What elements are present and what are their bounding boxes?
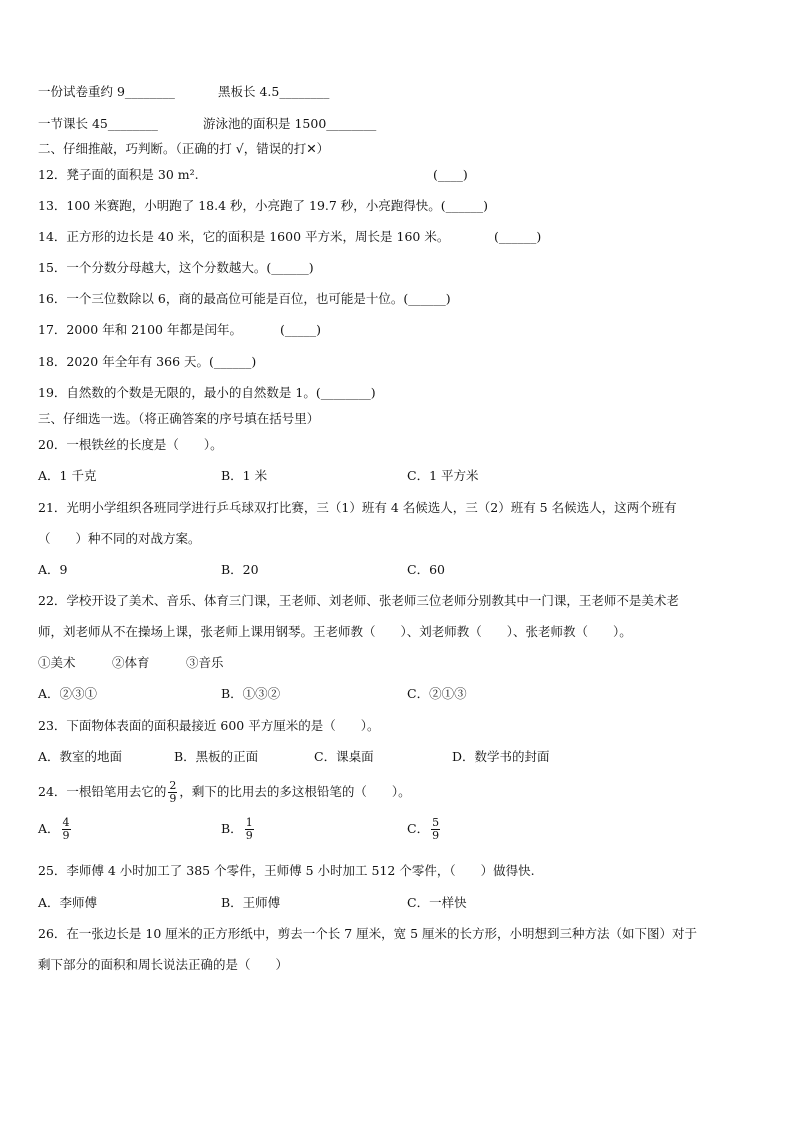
question-23: 23．下面物体表面的面积最接近 600 平方厘米的是（ ）。 <box>38 718 380 733</box>
fraction-denominator: 9 <box>432 829 440 842</box>
question-23-option-c: C．课桌面 <box>314 749 374 764</box>
question-24-text-end: ，剩下的比用去的多这根铅笔的（ ）。 <box>179 784 411 799</box>
question-20-option-a: A．1 千克 <box>38 468 97 483</box>
question-23-option-b: B．黑板的正面 <box>174 749 259 764</box>
question-21-option-c: C．60 <box>407 562 445 577</box>
fill-blank-class-length: 一节课长 45________ <box>38 116 158 131</box>
fill-blank-pool-area: 游泳池的面积是 1500________ <box>203 116 377 131</box>
question-12-answer-bracket: (____) <box>433 167 468 182</box>
question-13: 13．100 米赛跑，小明跑了 18.4 秒，小亮跑了 19.7 秒，小亮跑得快。(______) <box>38 198 489 213</box>
question-21-option-b: B．20 <box>221 562 259 577</box>
option-label: B． <box>221 821 243 836</box>
fill-blank-blackboard-length: 黑板长 4.5________ <box>218 84 330 99</box>
question-21-option-a: A．9 <box>38 562 68 577</box>
fraction-two-ninths <box>168 780 177 805</box>
question-22: 22．学校开设了美术、音乐、体育三门课，王老师、刘老师、张老师三位老师分别教其中一门课，王老师不是美术老 <box>38 593 679 608</box>
fill-blank-paper-weight: 一份试卷重约 9________ <box>38 84 175 99</box>
question-25: 25．李师傅 4 小时加工了 385 个零件，王师傅 5 小时加工 512 个零件，（ ）做得快. <box>38 863 535 878</box>
question-24 <box>38 779 411 805</box>
question-19: 19．自然数的个数是无限的，最小的自然数是 1。(________) <box>38 385 376 400</box>
question-18: 18．2020 年全年有 366 天。(______) <box>38 354 257 369</box>
fraction-numerator: 5 <box>432 816 440 829</box>
question-24-option-a <box>38 816 73 842</box>
question-14-answer-bracket: (______) <box>494 229 542 244</box>
question-16: 16．一个三位数除以 6，商的最高位可能是百位，也可能是十位。(______) <box>38 291 451 306</box>
question-23-option-a: A．教室的地面 <box>38 749 123 764</box>
question-12: 12．凳子面的面积是 30 m². <box>38 167 199 182</box>
fraction-denominator: 9 <box>62 829 70 842</box>
question-22-choice-3: ③音乐 <box>186 655 224 670</box>
fraction-one-ninth <box>245 817 254 842</box>
question-17: 17．2000 年和 2100 年都是闰年。 <box>38 322 242 337</box>
section-three-heading: 三、仔细选一选。（将正确答案的序号填在括号里） <box>38 411 320 426</box>
option-label: A． <box>38 821 60 836</box>
fraction-five-ninths <box>431 817 440 842</box>
question-20-option-b: B．1 米 <box>221 468 268 483</box>
section-two-heading: 二、仔细推敲，巧判断。（正确的打 √，错误的打✕） <box>38 141 330 156</box>
fraction-numerator: 2 <box>169 779 177 792</box>
question-26: 26．在一张边长是 10 厘米的正方形纸中，剪去一个长 7 厘米，宽 5 厘米的长方形，小明想到三种方法（如下图）对于 <box>38 926 698 941</box>
fraction-denominator: 9 <box>169 792 177 805</box>
question-22-option-b: B．①③② <box>221 686 281 701</box>
question-17-answer-bracket: (_____) <box>280 322 322 337</box>
question-23-option-d: D．数学书的封面 <box>452 749 550 764</box>
fraction-four-ninths <box>62 817 71 842</box>
question-21: 21．光明小学组织各班同学进行乒乓球双打比赛，三（1）班有 4 名候选人，三（2）班有 5 名候选人，这两个班有 <box>38 500 677 515</box>
question-25-option-c: C．一样快 <box>407 895 467 910</box>
question-21-continued: （ ）种不同的对战方案。 <box>38 531 201 546</box>
question-20: 20．一根铁丝的长度是（ ）。 <box>38 437 223 452</box>
question-24-text-start: 24．一根铅笔用去它的 <box>38 784 167 799</box>
question-22-choice-2: ②体育 <box>112 655 150 670</box>
question-22-continued: 师，刘老师从不在操场上课，张老师上课用钢琴。王老师教（ ）、刘老师教（ ）、张老师教（ ）。 <box>38 624 632 639</box>
question-22-choice-1: ①美术 <box>38 655 76 670</box>
option-label: C． <box>407 821 430 836</box>
fraction-numerator: 4 <box>62 816 70 829</box>
fraction-numerator: 1 <box>245 816 253 829</box>
question-26-continued: 剩下部分的面积和周长说法正确的是（ ） <box>38 957 289 972</box>
question-15: 15．一个分数分母越大，这个分数越大。(______) <box>38 260 314 275</box>
question-25-option-a: A．李师傅 <box>38 895 98 910</box>
question-24-option-c <box>407 816 442 842</box>
fraction-denominator: 9 <box>245 829 253 842</box>
question-24-option-b <box>221 816 256 842</box>
question-22-option-c: C．②①③ <box>407 686 467 701</box>
question-22-option-a: A．②③① <box>38 686 98 701</box>
question-14: 14．正方形的边长是 40 米，它的面积是 1600 平方米，周长是 160 米。 <box>38 229 450 244</box>
question-20-option-c: C．1 平方米 <box>407 468 479 483</box>
question-25-option-b: B．王师傅 <box>221 895 281 910</box>
